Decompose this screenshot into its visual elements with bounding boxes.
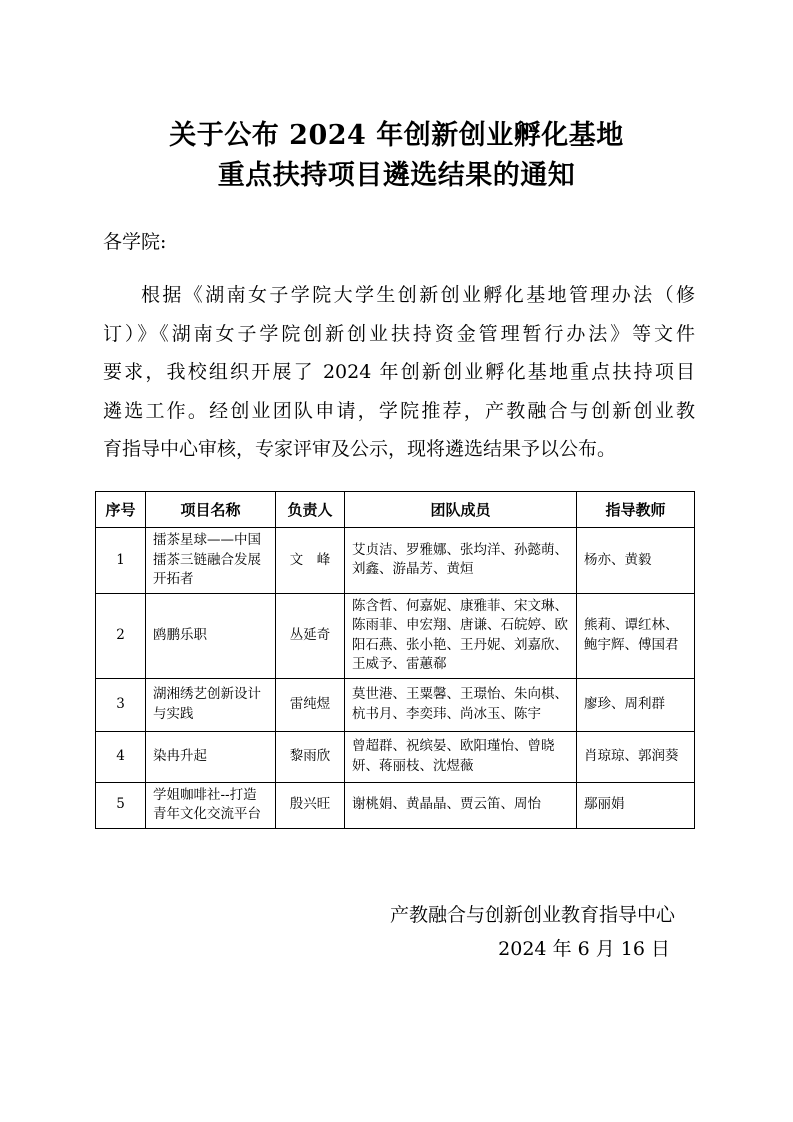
body-line: 订）》《湖南女子学院创新创业扶持资金管理暂行办法》等文件 <box>103 322 695 345</box>
table-row <box>96 678 695 731</box>
body-paragraph <box>103 276 695 469</box>
table-row <box>96 593 695 678</box>
cell-leader: 雷纯煜 <box>276 678 345 731</box>
cell-serial: 2 <box>96 593 146 678</box>
table-row <box>96 782 695 828</box>
cell-serial: 1 <box>96 528 146 594</box>
cell-project-name: 湖湘绣艺创新设计与实践 <box>146 678 276 731</box>
cell-advisors: 肖琼琼、郭润葵 <box>577 731 695 782</box>
cell-leader: 文 峰 <box>276 528 345 594</box>
cell-team-members: 陈含哲、何嘉妮、康雅菲、宋文琳、陈雨菲、申宏翔、唐谦、石皖婷、欧阳石燕、张小艳、王丹妮、刘嘉欣、王威予、雷蕙郗 <box>345 593 577 678</box>
issuing-organization: 产教融合与创新创业教育指导中心 <box>389 904 675 926</box>
cell-serial: 5 <box>96 782 146 828</box>
cell-project-name: 染冉升起 <box>146 731 276 782</box>
header-project-name: 项目名称 <box>146 492 276 528</box>
signature-block <box>390 898 675 966</box>
cell-team-members: 曾超群、祝缤晏、欧阳瑾怡、曾晓妍、蒋丽枝、沈煜薇 <box>345 731 577 782</box>
cell-project-name: 鸥鹏乐职 <box>146 593 276 678</box>
cell-advisors: 熊莉、谭红林、鲍宇辉、傅国君 <box>577 593 695 678</box>
table-row <box>96 528 695 594</box>
header-leader: 负责人 <box>276 492 345 528</box>
issue-date: 2024 年 6 月 16 日 <box>498 938 670 960</box>
notice-title-line1: 关于公布 2024 年创新创业孵化基地 <box>169 120 624 151</box>
table-row <box>96 731 695 782</box>
cell-project-name: 学姐咖啡社--打造青年文化交流平台 <box>146 782 276 828</box>
notice-title-line2: 重点扶持项目遴选结果的通知 <box>217 160 576 191</box>
body-line: 根据《湖南女子学院大学生创新创业孵化基地管理办法（修 <box>141 284 695 306</box>
body-line: 要求，我校组织开展了 2024 年创新创业孵化基地重点扶持项目 <box>103 361 695 383</box>
cell-serial: 3 <box>96 678 146 731</box>
header-team-members: 团队成员 <box>345 492 577 528</box>
body-line: 育指导中心审核，专家评审及公示，现将遴选结果予以公布。 <box>103 438 617 460</box>
cell-leader: 丛延奇 <box>276 593 345 678</box>
cell-team-members: 谢桃娟、黄晶晶、贾云笛、周怡 <box>345 782 577 828</box>
cell-advisors: 杨亦、黄毅 <box>577 528 695 594</box>
results-table <box>95 491 695 829</box>
table-header-row <box>96 492 695 528</box>
cell-team-members: 艾贞洁、罗雅娜、张均洋、孙懿萌、刘鑫、游晶芳、黄烜 <box>345 528 577 594</box>
cell-project-name: 擂茶星球——中国擂茶三链融合发展开拓者 <box>146 528 276 594</box>
cell-leader: 殷兴旺 <box>276 782 345 828</box>
cell-leader: 黎雨欣 <box>276 731 345 782</box>
header-serial: 序号 <box>96 492 146 528</box>
cell-advisors: 廖珍、周利群 <box>577 678 695 731</box>
header-advisors: 指导教师 <box>577 492 695 528</box>
cell-serial: 4 <box>96 731 146 782</box>
salutation: 各学院: <box>103 231 167 253</box>
body-line: 遴选工作。经创业团队申请，学院推荐，产教融合与创新创业教 <box>103 399 695 422</box>
cell-team-members: 莫世港、王粟馨、王璟怡、朱向棋、杭书月、李奕玮、尚冰玉、陈宇 <box>345 678 577 731</box>
cell-advisors: 鄢丽娟 <box>577 782 695 828</box>
